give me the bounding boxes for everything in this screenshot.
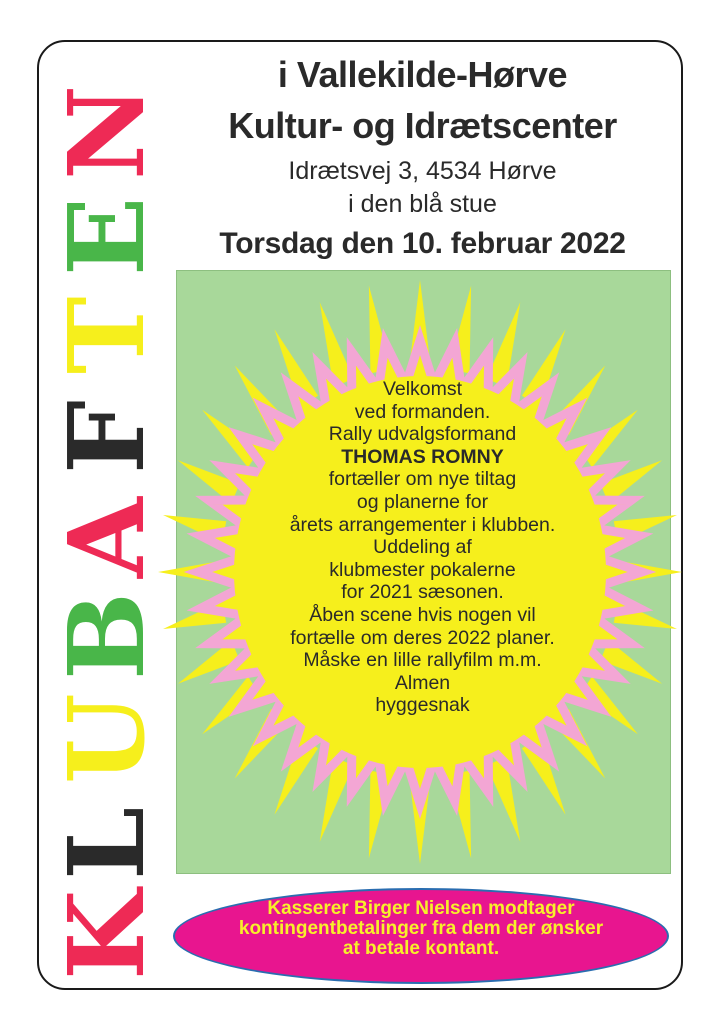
program-line: fortælle om deres 2022 planer. xyxy=(290,626,555,649)
program-line: klubmester pokalerne xyxy=(329,558,516,581)
program-line: Måske en lille rallyfilm m.m. xyxy=(303,649,542,672)
program-line: årets arrangementer i klubben. xyxy=(289,513,556,536)
program-line: fortæller om nye tiltag xyxy=(328,468,517,491)
notice-line: Kasserer Birger Nielsen modtager xyxy=(267,898,575,919)
vertical-title-svg xyxy=(45,60,168,980)
payment-notice-oval xyxy=(173,888,669,984)
title-letter: N xyxy=(45,84,168,180)
program-line: hyggesnak xyxy=(375,694,470,717)
program-line: Rally udvalgsformand xyxy=(328,423,517,446)
title-letter: U xyxy=(45,693,168,784)
venue-line-2: Kultur- og Idrætscenter xyxy=(228,105,617,146)
title-letter: A xyxy=(45,497,168,578)
program-line: ved formanden. xyxy=(354,400,491,423)
vertical-title-klubaften xyxy=(45,60,168,980)
notice-line: kontingentbetalinger fra dem der ønsker xyxy=(238,918,604,939)
title-letter: L xyxy=(45,806,168,880)
program-line: Uddeling af xyxy=(373,536,472,559)
program-line: Åben scene hvis nogen vil xyxy=(309,603,536,626)
venue-room: i den blå stue xyxy=(348,190,497,218)
program-line: for 2021 sæsonen. xyxy=(341,581,504,604)
program-line: og planerne for xyxy=(356,490,489,513)
title-letter: E xyxy=(45,196,168,276)
program-text xyxy=(250,378,595,717)
event-date: Torsdag den 10. februar 2022 xyxy=(219,227,626,260)
speaker-name: THOMAS ROMNY xyxy=(341,445,504,468)
title-letter: T xyxy=(45,296,168,374)
program-line: Almen xyxy=(394,671,451,694)
program-line: Velkomst xyxy=(382,378,463,400)
notice-line: at betale kontant. xyxy=(342,938,500,959)
title-letter: K xyxy=(45,889,168,980)
venue-line-1: i Vallekilde-Hørve xyxy=(277,54,568,95)
title-letter: F xyxy=(45,400,168,474)
title-letter: B xyxy=(45,592,168,680)
venue-address: Idrætsvej 3, 4534 Hørve xyxy=(288,157,557,185)
